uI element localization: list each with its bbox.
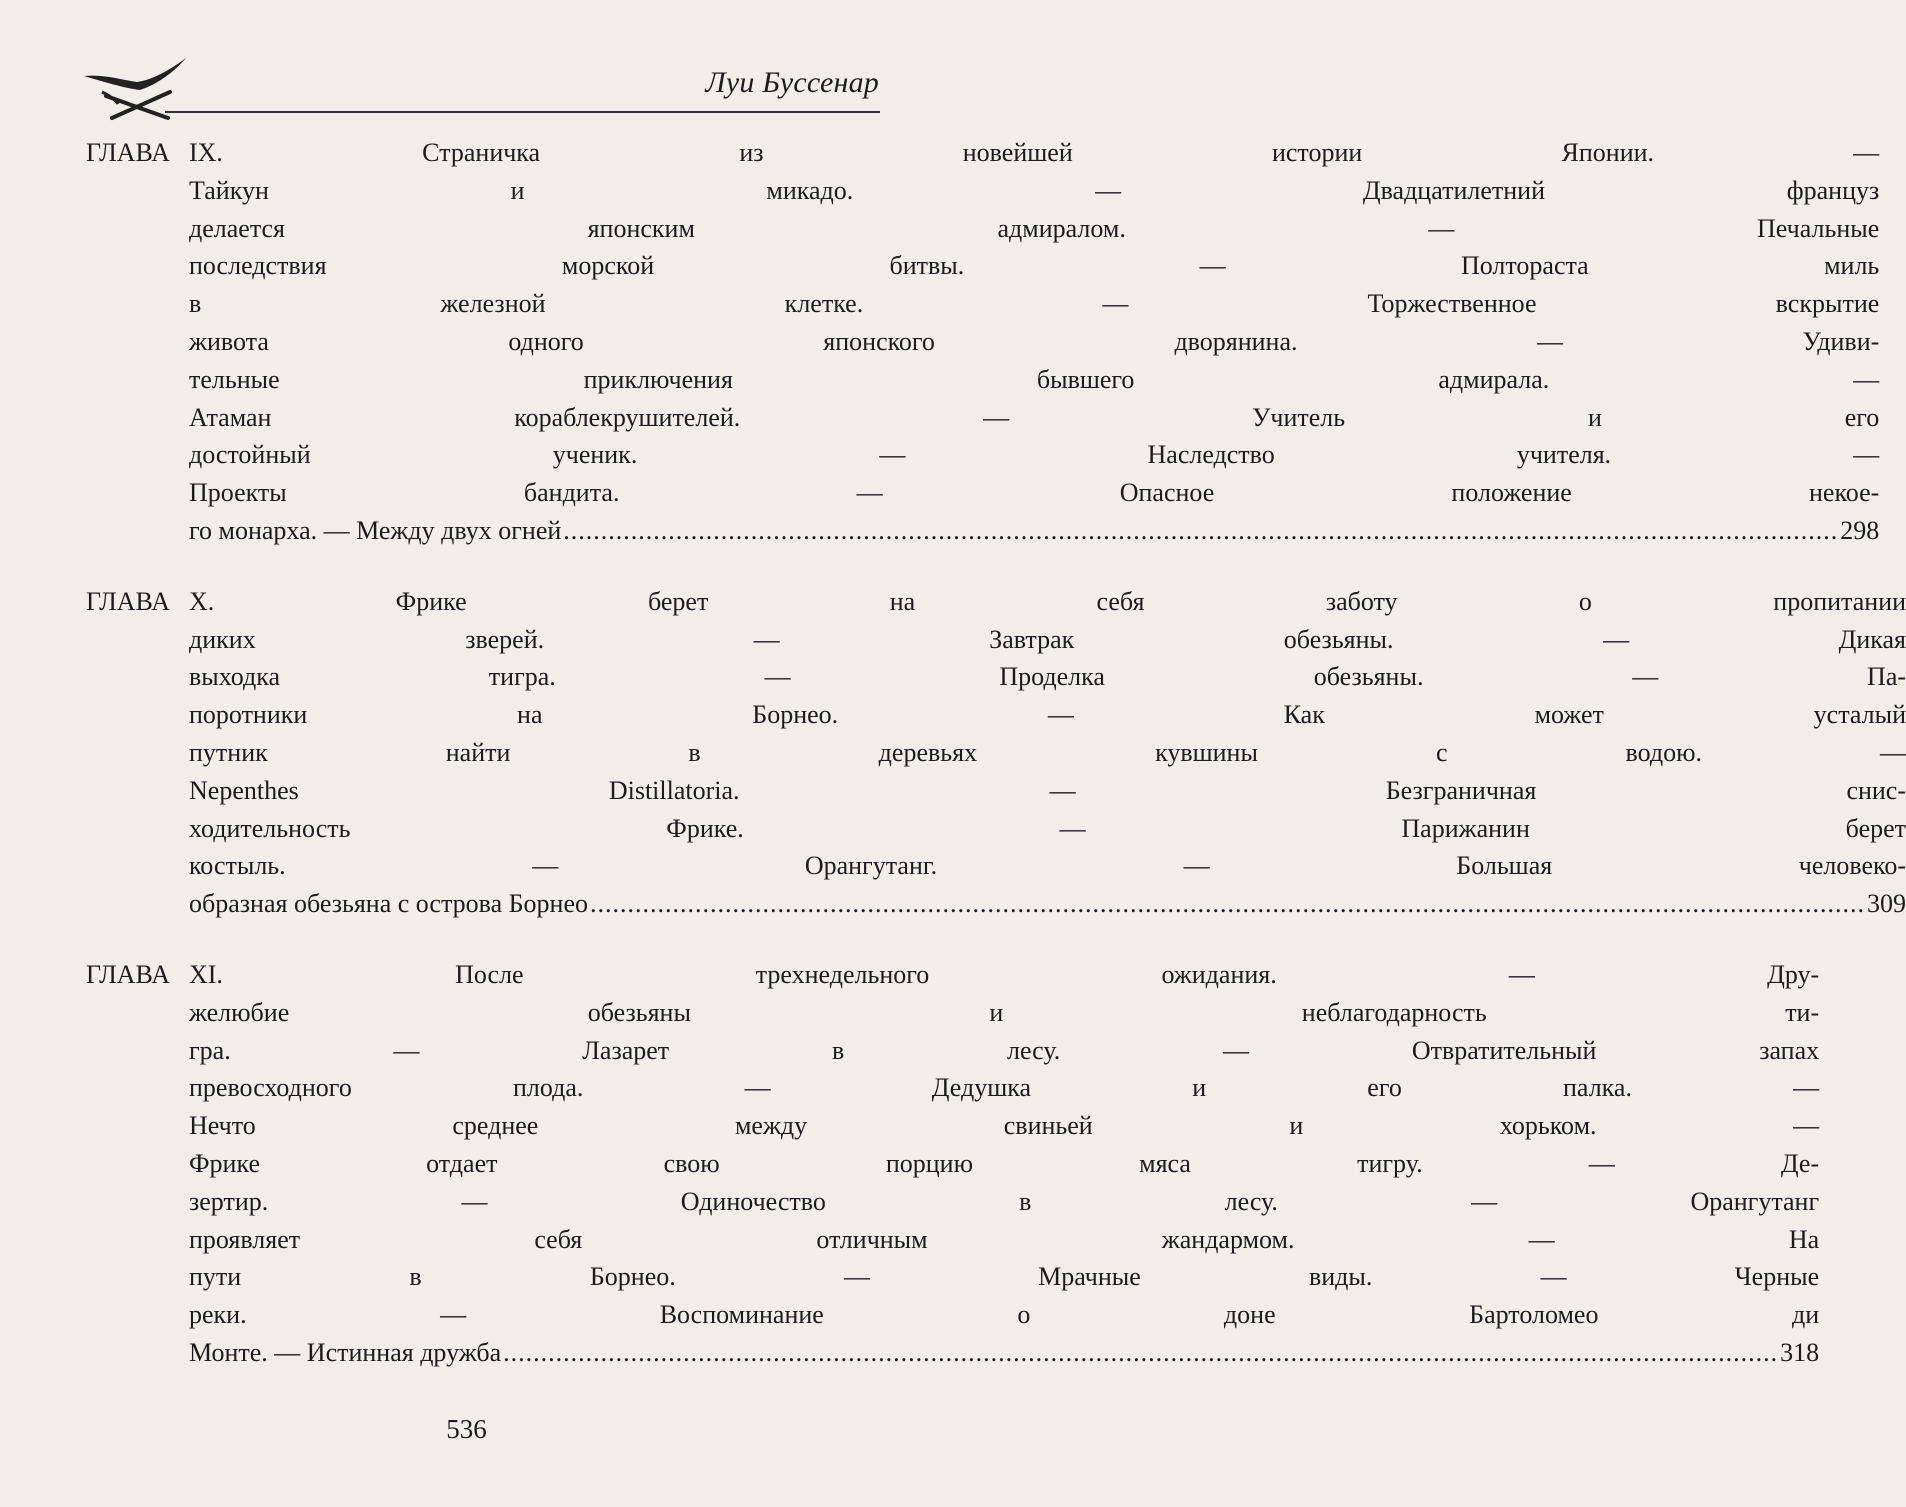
- summary-line: ходительность Фрике. — Парижанин берет: [189, 813, 1906, 843]
- summary-line: путник найти в деревьях кувшины с водою. —: [189, 737, 1906, 767]
- chapter-summary: [189, 583, 1906, 923]
- chapter-page-number: 298: [1840, 515, 1880, 545]
- summary-line: пути в Борнео. — Мрачные виды. — Черные: [189, 1262, 1820, 1292]
- summary-line: образная обезьяна с острова Борнео: [189, 889, 589, 919]
- toc-entry-chapter-10: [86, 583, 1906, 923]
- chapter-label: ГЛАВА: [86, 586, 170, 616]
- summary-line: реки. — Воспоминание о доне Бартоломео ди: [189, 1300, 1820, 1330]
- summary-last-line: [189, 885, 1906, 923]
- summary-line: поротники на Борнео. — Как может усталый: [189, 700, 1906, 730]
- summary-line: костыль. — Орангутанг. — Большая человеко-: [189, 851, 1906, 881]
- chapter-label: ГЛАВА: [86, 138, 170, 167]
- summary-line: выходка тигра. — Проделка обезьяны. — Па-: [189, 662, 1906, 692]
- chapter-page-number: 318: [1780, 1337, 1820, 1367]
- chapter-label: ГЛАВА: [86, 959, 170, 989]
- summary-line: Атаман кораблекрушителей. — Учитель и его: [189, 402, 1880, 432]
- page-number: 536: [446, 1414, 487, 1444]
- dot-leader: [503, 1334, 1778, 1372]
- summary-last-line: [189, 512, 1879, 550]
- toc-entry-chapter-11: [86, 956, 1820, 1372]
- summary-line: делается японским адмиралом. — Печальные: [189, 213, 1880, 243]
- summary-line: в железной клетке. — Торжественное вскрытие: [189, 289, 1880, 319]
- summary-line: го монарха. — Между двух огней: [189, 515, 562, 545]
- chapter-summary: [189, 956, 1819, 1372]
- dot-leader: [590, 885, 1865, 923]
- summary-line: X. Фрике берет на себя заботу о пропитании: [189, 586, 1906, 616]
- summary-line: последствия морской битвы. — Полтораста миль: [189, 251, 1880, 281]
- summary-line: Тайкун и микадо. — Двадцатилетний француз: [189, 175, 1880, 205]
- author-name: Луи Буссенар: [705, 66, 879, 99]
- summary-line: живота одного японского дворянина. — Удиви-: [189, 326, 1880, 356]
- summary-line: диких зверей. — Завтрак обезьяны. — Дикая: [189, 624, 1906, 654]
- summary-line: зертир. — Одиночество в лесу. — Орангутанг: [189, 1186, 1820, 1216]
- chapter-summary: [189, 134, 1879, 550]
- summary-line: Монте. — Истинная дружба: [189, 1337, 502, 1367]
- table-of-contents: [86, 134, 1906, 1405]
- summary-line: превосходного плода. — Дедушка и его палка. —: [189, 1073, 1820, 1103]
- summary-line: XI. После трехнедельного ожидания. — Дру-: [189, 959, 1820, 989]
- toc-entry-chapter-9: [86, 134, 1880, 550]
- dot-leader: [563, 512, 1838, 550]
- summary-line: гра. — Лазарет в лесу. — Отвратительный запах: [189, 1035, 1820, 1065]
- summary-line: Проекты бандита. — Опасное положение некое-: [189, 478, 1880, 508]
- summary-line: достойный ученик. — Наследство учителя. —: [189, 440, 1880, 470]
- summary-line: Nepenthes Distillatoria. — Безграничная снис-: [189, 775, 1906, 805]
- header-rule: [165, 111, 880, 113]
- chapter-page-number: 309: [1867, 889, 1906, 919]
- summary-line: проявляет себя отличным жандармом. — На: [189, 1224, 1820, 1254]
- running-header: [0, 0, 933, 130]
- summary-last-line: [189, 1334, 1819, 1372]
- summary-line: Фрике отдает свою порцию мяса тигру. — Де-: [189, 1148, 1820, 1178]
- summary-line: желюбие обезьяны и неблагодарность ти-: [189, 997, 1820, 1027]
- summary-line: IX. Страничка из новейшей истории Японии. —: [189, 138, 1880, 167]
- summary-line: Нечто среднее между свиньей и хорьком. —: [189, 1111, 1820, 1141]
- summary-line: тельные приключения бывшего адмирала. —: [189, 364, 1880, 394]
- crossed-swords-bird-icon: [82, 52, 192, 124]
